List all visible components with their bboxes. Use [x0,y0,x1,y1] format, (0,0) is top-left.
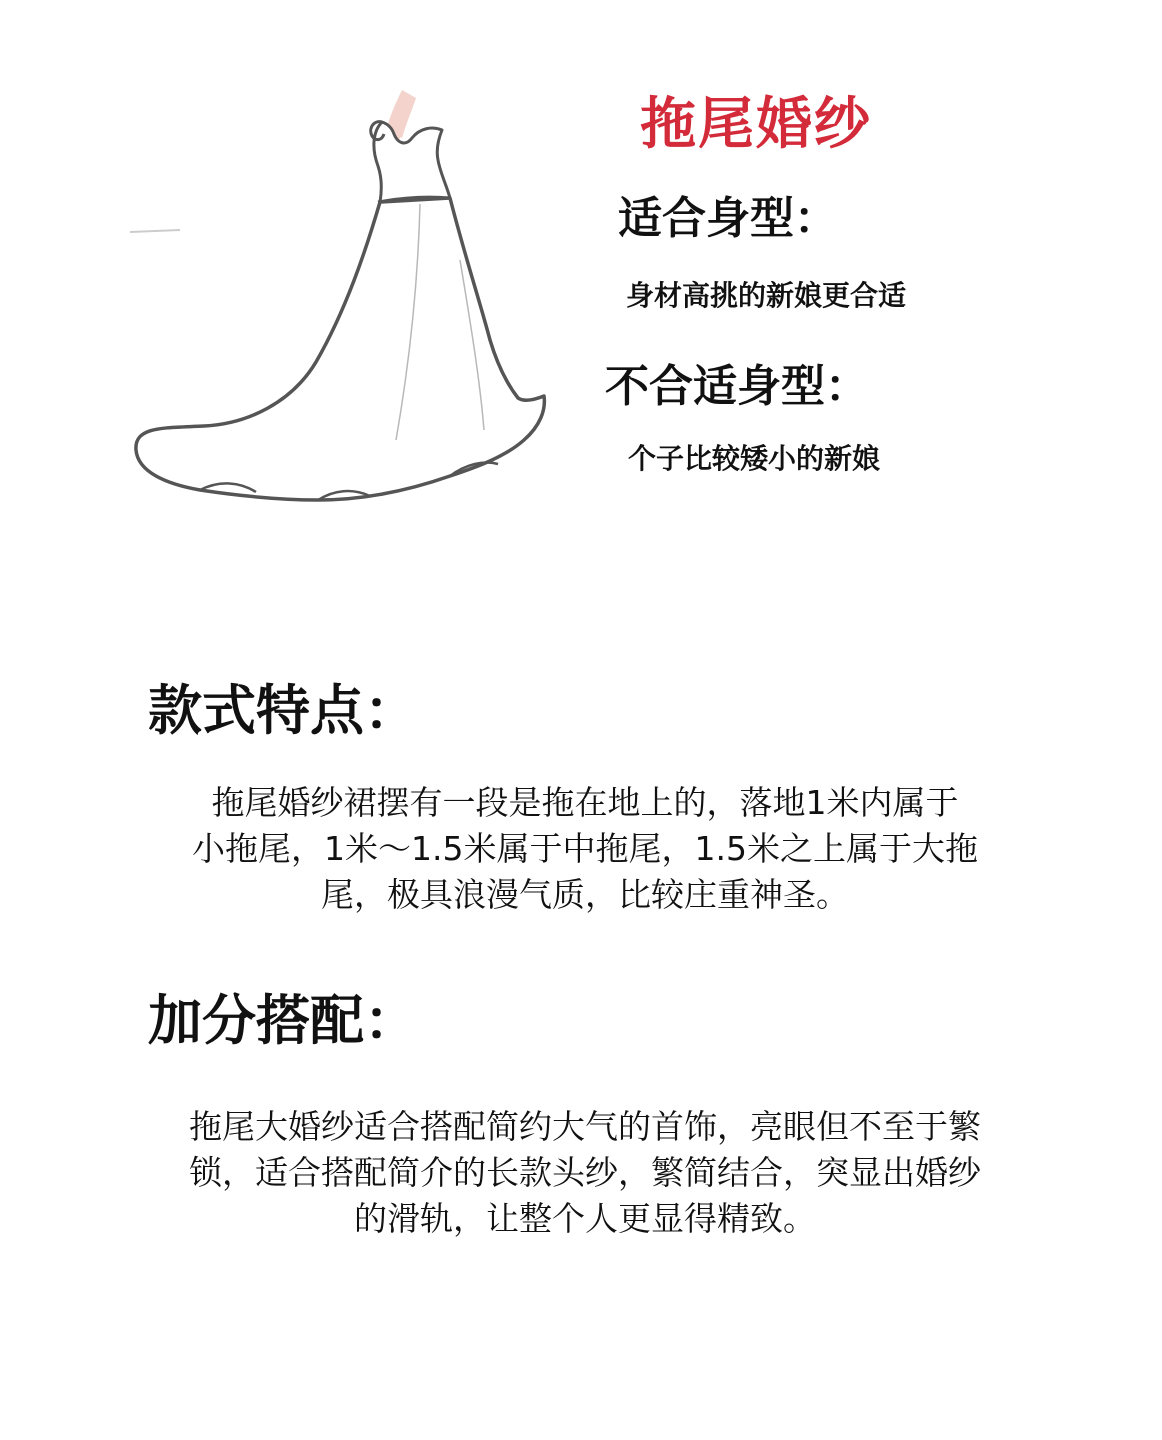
style-features-heading: 款式特点： [148,679,418,742]
style-features-line: 小拖尾，1米～1.5米属于中拖尾，1.5米之上属于大拖 [192,829,978,868]
bonus-matching-line: 的滑轨，让整个人更显得精致。 [354,1199,816,1238]
bonus-matching-line: 锁，适合搭配简介的长款头纱，繁简结合，突显出婚纱 [189,1153,981,1192]
bonus-matching-heading: 加分搭配： [148,989,418,1052]
style-features-paragraph [140,780,1030,918]
bonus-matching-paragraph [140,1104,1030,1242]
page-title: 拖尾婚纱 [640,92,872,157]
suitable-body-type-heading: 适合身型： [618,193,838,244]
unsuitable-body-type-text: 个子比较矮小的新娘 [628,442,881,475]
unsuitable-body-type-heading: 不合适身型： [605,361,869,412]
bonus-matching-line: 拖尾大婚纱适合搭配简约大气的首饰，亮眼但不至于繁 [189,1107,981,1146]
wedding-dress-icon [120,80,560,520]
suitable-body-type-text: 身材高挑的新娘更合适 [626,279,907,312]
wedding-dress-illustration [120,80,560,520]
style-features-line: 尾，极具浪漫气质，比较庄重神圣。 [321,875,849,914]
style-features-line: 拖尾婚纱裙摆有一段是拖在地上的，落地1米内属于 [211,783,959,822]
